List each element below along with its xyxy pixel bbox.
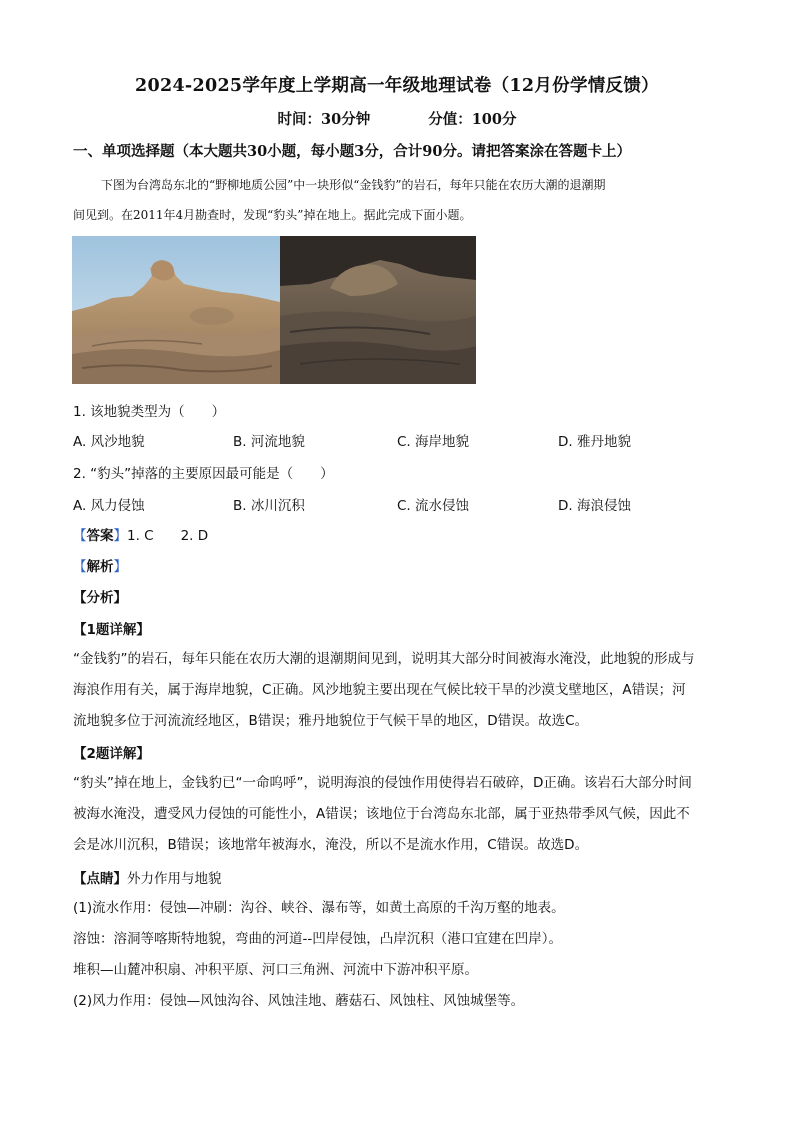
dianjing-line: 溶蚀：溶洞等喀斯特地貌，弯曲的河道--凹岸侵蚀，凸岸沉积（港口宜建在凹岸）。 (73, 931, 562, 947)
q2-option-a: A. 风力侵蚀 (73, 498, 145, 514)
dianjing-line: 堆积—山麓冲积扇、冲积平原、河口三角洲、河流中下游冲积平原。 (73, 962, 478, 978)
intro-line: 下图为台湾岛东北的“野柳地质公园”中一块形似“金钱豹”的岩石，每年只能在农历大潮的退潮期 (101, 178, 606, 192)
question-1-stem: 1. 该地貌类型为（ ） (73, 404, 226, 420)
q1-option-b: B. 河流地貌 (233, 434, 305, 450)
section-heading: 一、单项选择题（本大题共30小题，每小题3分，合计90分。请把答案涂在答题卡上） (73, 143, 631, 160)
question-2-stem: 2. “豹头”掉落的主要原因最可能是（ ） (73, 466, 334, 482)
exam-meta (0, 108, 794, 129)
exam-time: 时间：30分钟 (277, 111, 371, 128)
answer-label: 答案 (86, 528, 114, 544)
detail-1-heading: 【1题详解】 (73, 622, 150, 638)
fenxi-heading: 【分析】 (73, 590, 127, 606)
leopard-rock-photo-after (280, 236, 476, 384)
detail-2-line: 会是冰川沉积，B错误；该地常年被海水，淹没，所以不是流水作用，C错误。故选D。 (73, 837, 589, 853)
detail-1-line: 流地貌多位于河流流经地区，B错误；雅丹地貌位于气候干旱的地区，D错误。故选C。 (73, 713, 589, 729)
dianjing-body (73, 893, 723, 1017)
detail-2-body (73, 768, 723, 861)
detail-2-line: “豹头”掉在地上，金钱豹已“一命呜呼”，说明海浪的侵蚀作用使得岩石破碎，D正确。该岩石大部分时间 (73, 775, 692, 791)
answer-text: 1. C 2. D (127, 528, 209, 544)
q1-option-a: A. 风沙地貌 (73, 434, 145, 450)
q2-option-b: B. 冰川沉积 (233, 498, 305, 514)
dianjing-line: (1)流水作用：侵蚀—冲刷：沟谷、峡谷、瀑布等，如黄土高原的千沟万壑的地表。 (73, 900, 565, 916)
question-1-options (73, 430, 733, 452)
q1-option-d: D. 雅丹地貌 (558, 434, 631, 450)
detail-1-body (73, 644, 723, 737)
detail-2-line: 被海水淹没，遭受风力侵蚀的可能性小，A错误；该地位于台湾岛东北部，属于亚热带季风气候，因此不 (73, 806, 690, 822)
dianjing-title: 外力作用与地貌 (127, 871, 222, 887)
question-intro (73, 170, 723, 230)
analysis-heading: 【解析】 (73, 559, 127, 575)
detail-1-line: 海浪作用有关，属于海岸地貌，C正确。风沙地貌主要出现在气候比较干旱的沙漠戈壁地区，A错误；河 (73, 682, 686, 698)
detail-2-heading: 【2题详解】 (73, 746, 150, 762)
dianjing-heading: 【点睛】外力作用与地貌 (73, 871, 222, 887)
question-2-options (73, 494, 733, 516)
q1-option-c: C. 海岸地貌 (397, 434, 470, 450)
dianjing-line: (2)风力作用：侵蚀—风蚀沟谷、风蚀洼地、蘑菇石、风蚀柱、风蚀城堡等。 (73, 993, 525, 1009)
exam-score: 分值：100分 (428, 111, 517, 128)
answer-line: 【答案】1. C 2. D (73, 528, 209, 544)
intro-line: 间见到。在2011年4月勘查时，发现“豹头”掉在地上。据此完成下面小题。 (73, 208, 472, 222)
q2-option-d: D. 海浪侵蚀 (558, 498, 631, 514)
detail-1-line: “金钱豹”的岩石，每年只能在农历大潮的退潮期间见到，说明其大部分时间被海水淹没，此地貌的形成与 (73, 651, 695, 667)
photo-group (72, 236, 476, 384)
exam-title: 2024-2025学年度上学期高一年级地理试卷（12月份学情反馈） (135, 76, 659, 96)
q2-option-c: C. 流水侵蚀 (397, 498, 470, 514)
leopard-rock-photo-before (72, 236, 280, 384)
